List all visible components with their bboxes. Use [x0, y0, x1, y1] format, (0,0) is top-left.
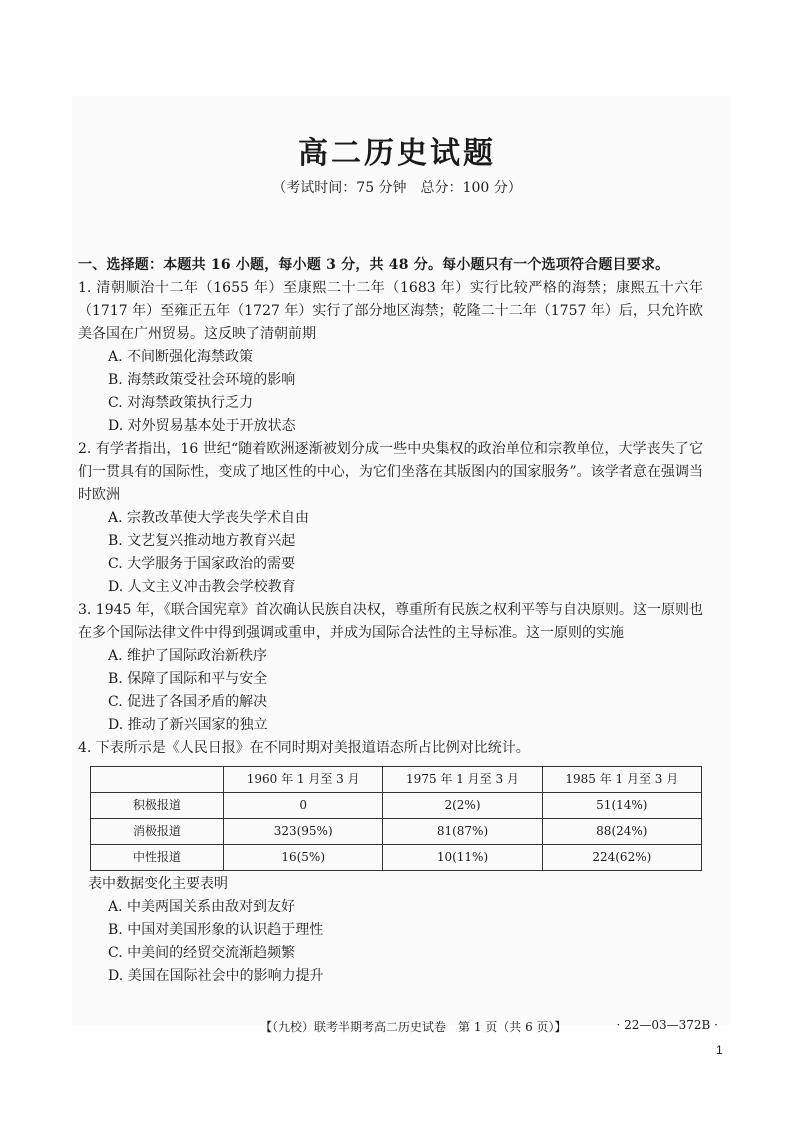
- option-a: A. 维护了国际政治新秩序: [108, 648, 268, 664]
- table-cell: 224(62%): [542, 845, 701, 871]
- table-header-row: [91, 767, 702, 793]
- option-d: D. 美国在国际社会中的影响力提升: [108, 968, 324, 984]
- question-3-options: [78, 645, 703, 737]
- table-header-cell: 1985 年 1 月至 3 月: [542, 767, 701, 793]
- option-c: C. 大学服务于国家政治的需要: [108, 556, 296, 572]
- question-2-options: [78, 507, 703, 599]
- option-c: C. 中美间的经贸交流渐趋频繁: [108, 945, 296, 961]
- table-cell: 81(87%): [383, 819, 542, 845]
- option-a: A. 中美两国关系由敌对到友好: [108, 899, 296, 915]
- option-a: A. 不间断强化海禁政策: [108, 349, 254, 365]
- exam-info: （考试时间：75 分钟 总分：100 分）: [272, 180, 522, 196]
- page-title: 高二历史试题: [298, 136, 496, 171]
- section-heading: 一、选择题：本题共 16 小题，每小题 3 分，共 48 分。每小题只有一个选项符合题目要求。: [78, 257, 670, 273]
- table-cell: 10(11%): [383, 845, 542, 871]
- table-header-cell: 1975 年 1 月至 3 月: [383, 767, 542, 793]
- table-cell: 消极报道: [91, 819, 224, 845]
- table-cell: 16(5%): [224, 845, 383, 871]
- option-d: D. 人文主义冲击教会学校教育: [108, 579, 296, 595]
- table-cell: 中性报道: [91, 845, 224, 871]
- footer-title: 【（九校）联考半期考高二历史试卷 第 1 页（共 6 页）】: [260, 1020, 567, 1034]
- option-a: A. 宗教改革使大学丧失学术自由: [108, 510, 310, 526]
- table-cell: 积极报道: [91, 793, 224, 819]
- option-b: B. 中国对美国形象的认识趋于理性: [108, 922, 324, 938]
- option-c: C. 促进了各国矛盾的解决: [108, 694, 268, 710]
- question-content: [78, 254, 703, 988]
- option-d: D. 对外贸易基本处于开放状态: [108, 418, 296, 434]
- question-4-stem: 4. 下表所示是《人民日报》在不同时期对美报道语态所占比例对比统计。: [78, 740, 530, 756]
- table-cell: 0: [224, 793, 383, 819]
- question-4-prompt: 表中数据变化主要表明: [88, 876, 228, 892]
- table-cell: 323(95%): [224, 819, 383, 845]
- option-c: C. 对海禁政策执行乏力: [108, 395, 254, 411]
- option-b: B. 海禁政策受社会环境的影响: [108, 372, 296, 388]
- table-row: [91, 845, 702, 871]
- table-row: [91, 819, 702, 845]
- footer-code: · 22—03—372B ·: [616, 1018, 718, 1032]
- question-3-stem: 3. 1945 年，《联合国宪章》首次确认民族自决权，尊重所有民族之权利平等与自决原则。这一原则也在多个国际法律文件中得到强调或重申，并成为国际合法性的主导标准。这一原则的实施: [78, 602, 703, 641]
- report-statistics-table: [90, 766, 702, 871]
- table-cell: 2(2%): [383, 793, 542, 819]
- page-number: 1: [716, 1043, 723, 1057]
- option-b: B. 文艺复兴推动地方教育兴起: [108, 533, 296, 549]
- table-row: [91, 793, 702, 819]
- question-4-options: [78, 896, 703, 988]
- question-1-stem: 1. 清朝顺治十二年（1655 年）至康熙二十二年（1683 年）实行比较严格的海禁；康熙五十六年（1717 年）至雍正五年（1727 年）实行了部分地区海禁；乾隆二十二年（1757 年）后，只允许欧美各国在广州贸易。这反映了清朝前期: [78, 280, 703, 342]
- table-header-cell: [91, 767, 224, 793]
- option-b: B. 保障了国际和平与安全: [108, 671, 268, 687]
- question-1-options: [78, 346, 703, 438]
- table-cell: 88(24%): [542, 819, 701, 845]
- table-cell: 51(14%): [542, 793, 701, 819]
- option-d: D. 推动了新兴国家的独立: [108, 717, 268, 733]
- question-2-stem: 2. 有学者指出，16 世纪“随着欧洲逐渐被划分成一些中央集权的政治单位和宗教单位，大学丧失了它们一贯具有的国际性，变成了地区性的中心，为它们坐落在其版图内的国家服务”。该学者意在强调当时欧洲: [78, 441, 703, 503]
- table-header-cell: 1960 年 1 月至 3 月: [224, 767, 383, 793]
